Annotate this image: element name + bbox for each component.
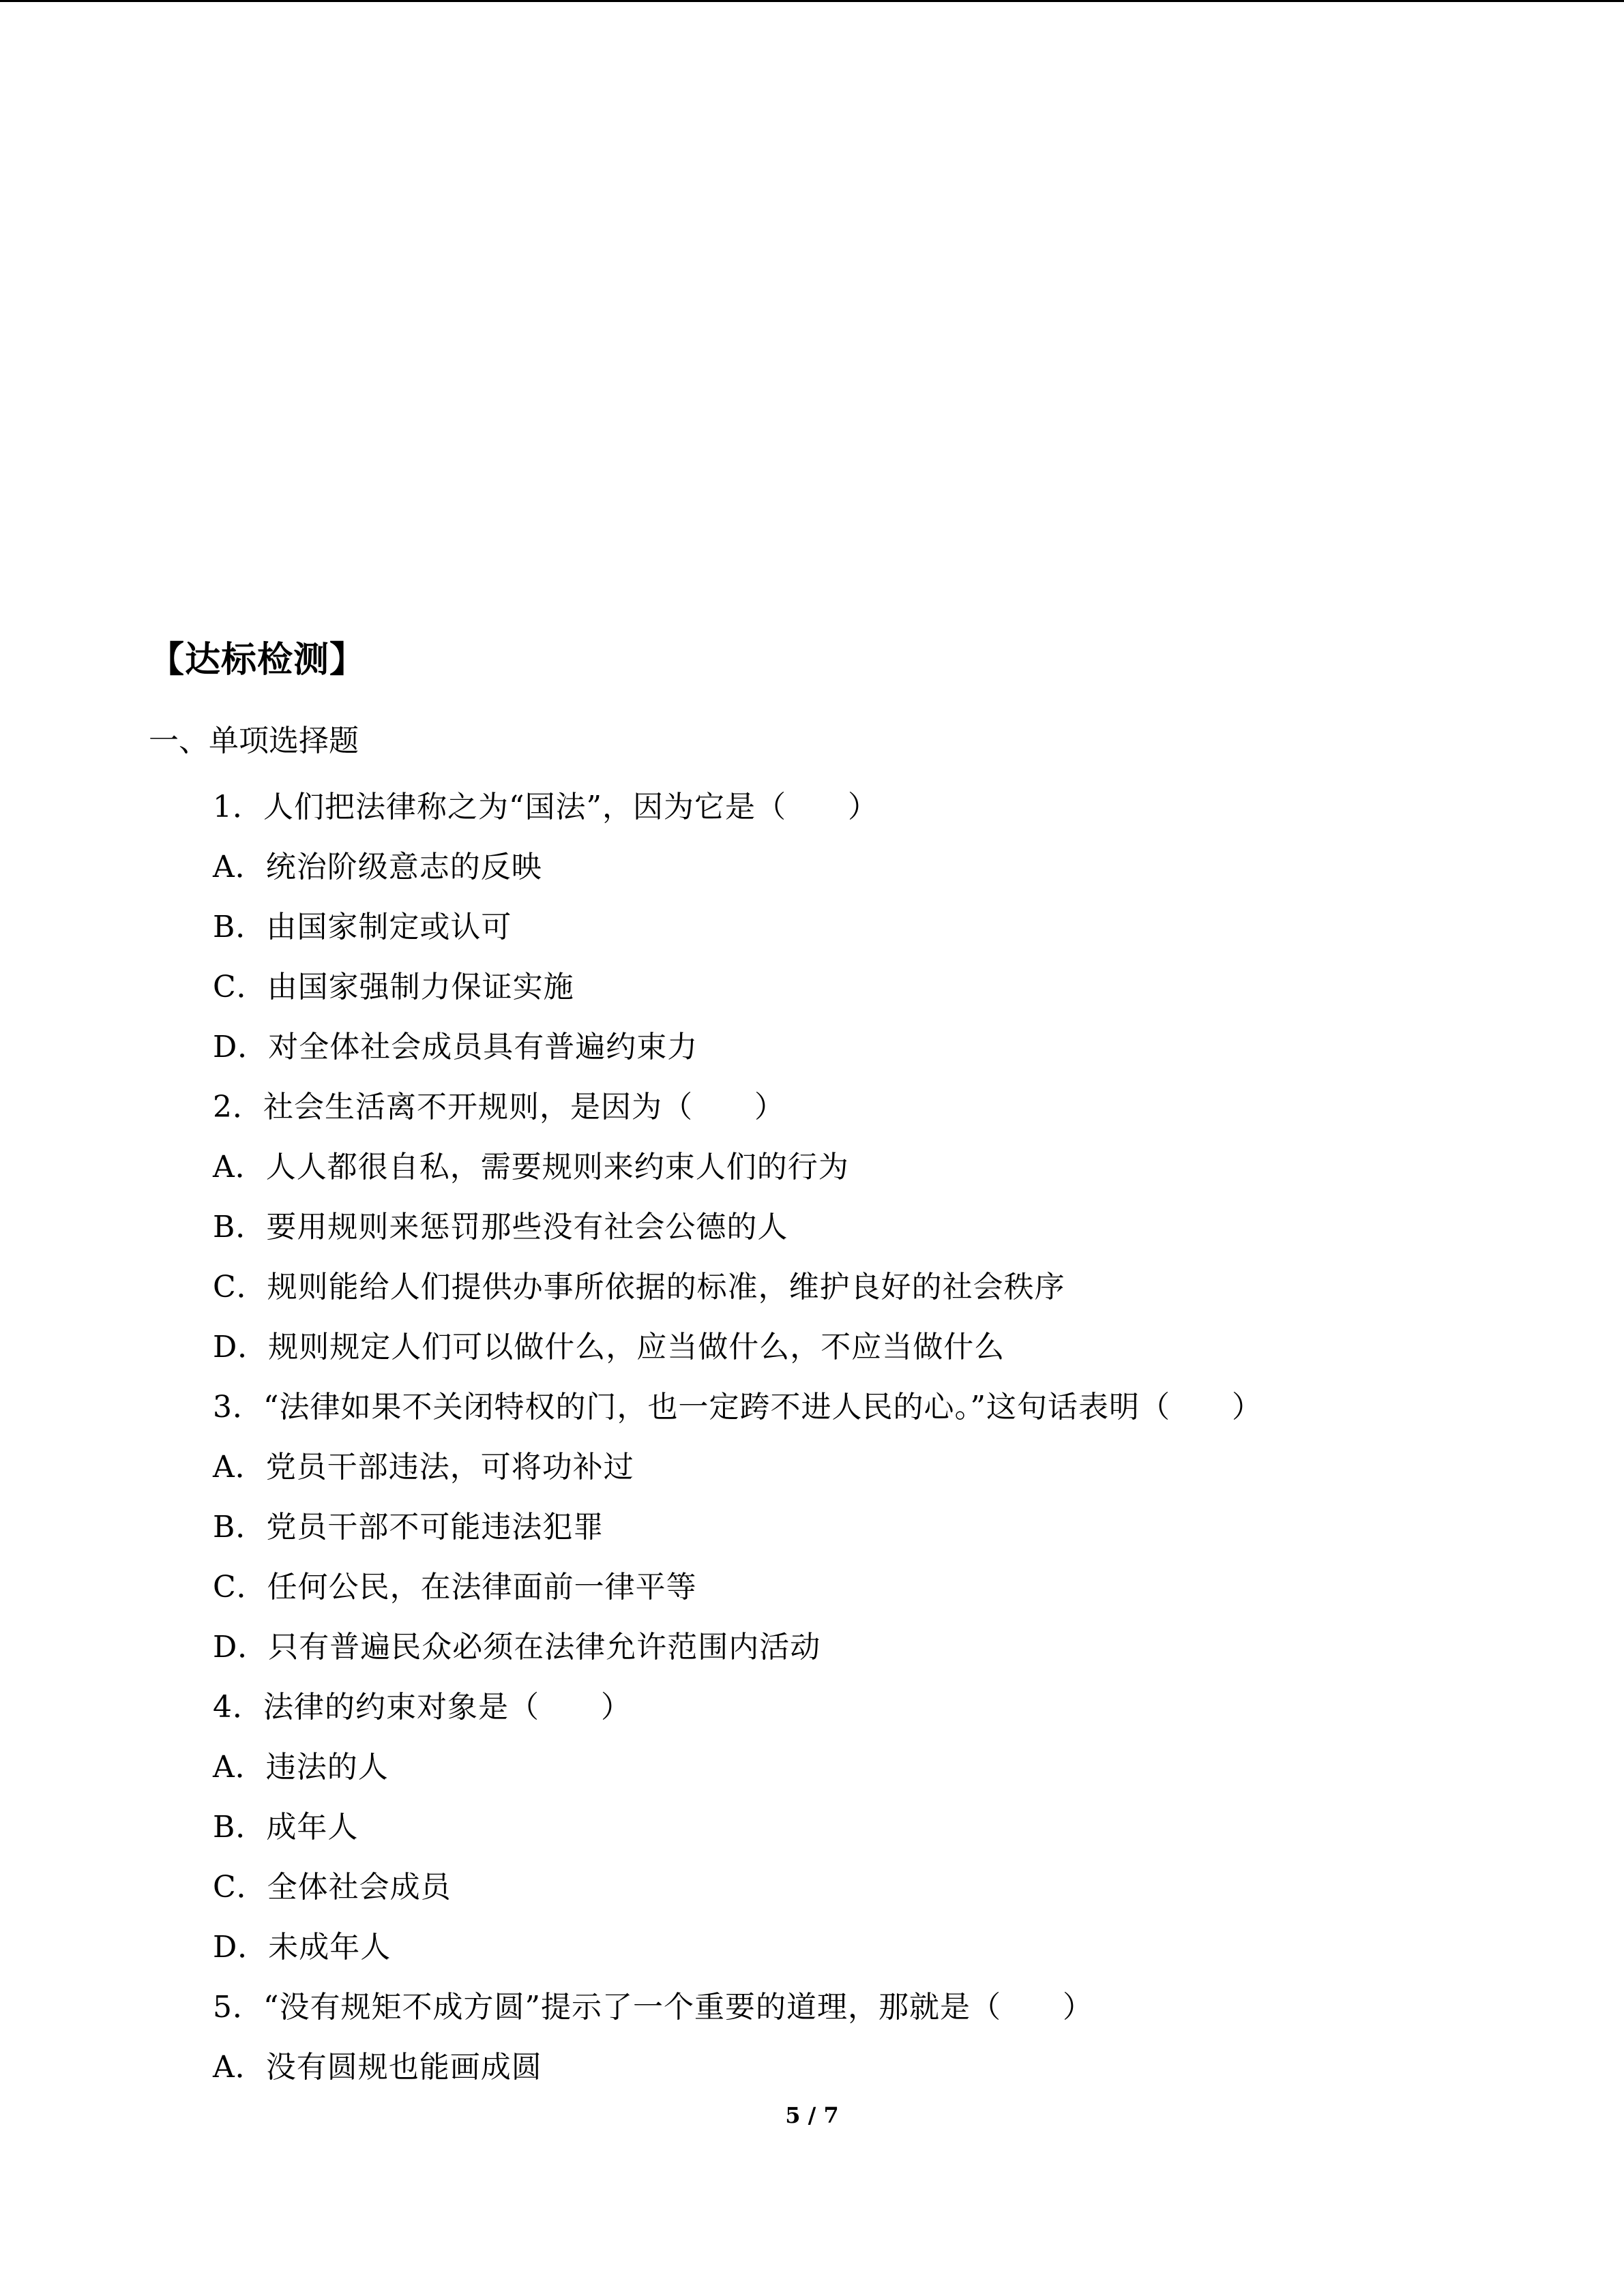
question-1-option-d: D．对全体社会成员具有普遍约束力	[213, 1030, 698, 1064]
question-4-option-a: A．违法的人	[213, 1750, 389, 1785]
question-2-option-b: B．要用规则来惩罚那些没有社会公德的人	[213, 1210, 788, 1244]
question-3-option-c: C．任何公民，在法律面前一律平等	[213, 1570, 697, 1605]
question-3-option-d: D．只有普遍民众必须在法律允许范围内活动	[213, 1630, 821, 1665]
question-3-option-b: B．党员干部不可能违法犯罪	[213, 1510, 604, 1545]
question-3-option-a: A．党员干部违法，可将功补过	[213, 1450, 634, 1485]
question-2-option-a: A．人人都很自私，需要规则来约束人们的行为	[213, 1150, 849, 1184]
question-5-stem: 5．“没有规矩不成方圆”提示了一个重要的道理，那就是（ ）	[213, 1990, 1093, 2025]
question-2-stem: 2．社会生活离不开规则，是因为（ ）	[213, 1090, 785, 1124]
question-list	[213, 777, 1263, 2098]
top-border-line	[0, 0, 1624, 2]
question-1-option-b: B．由国家制定或认可	[213, 910, 512, 944]
question-4-option-b: B．成年人	[213, 1810, 359, 1845]
question-2-option-c: C．规则能给人们提供办事所依据的标准，维护良好的社会秩序	[213, 1270, 1065, 1304]
question-4-option-c: C．全体社会成员	[213, 1870, 452, 1905]
question-2-option-d: D．规则规定人们可以做什么，应当做什么，不应当做什么	[213, 1330, 1005, 1365]
question-category-heading: 一、单项选择题	[149, 724, 359, 758]
question-1-stem: 1．人们把法律称之为“国法”，因为它是（ ）	[213, 790, 879, 824]
question-4-stem: 4．法律的约束对象是（ ）	[213, 1690, 632, 1725]
page-number: 5 / 7	[785, 2102, 839, 2128]
question-1-option-c: C．由国家强制力保证实施	[213, 970, 574, 1004]
question-4-option-d: D．未成年人	[213, 1930, 392, 1965]
question-5-option-a: A．没有圆规也能画成圆	[213, 2050, 542, 2085]
question-3-stem: 3．“法律如果不关闭特权的门，也一定跨不进人民的心。”这句话表明（ ）	[213, 1390, 1263, 1425]
question-1-option-a: A．统治阶级意志的反映	[213, 850, 542, 884]
section-title: 【达标检测】	[149, 640, 366, 681]
